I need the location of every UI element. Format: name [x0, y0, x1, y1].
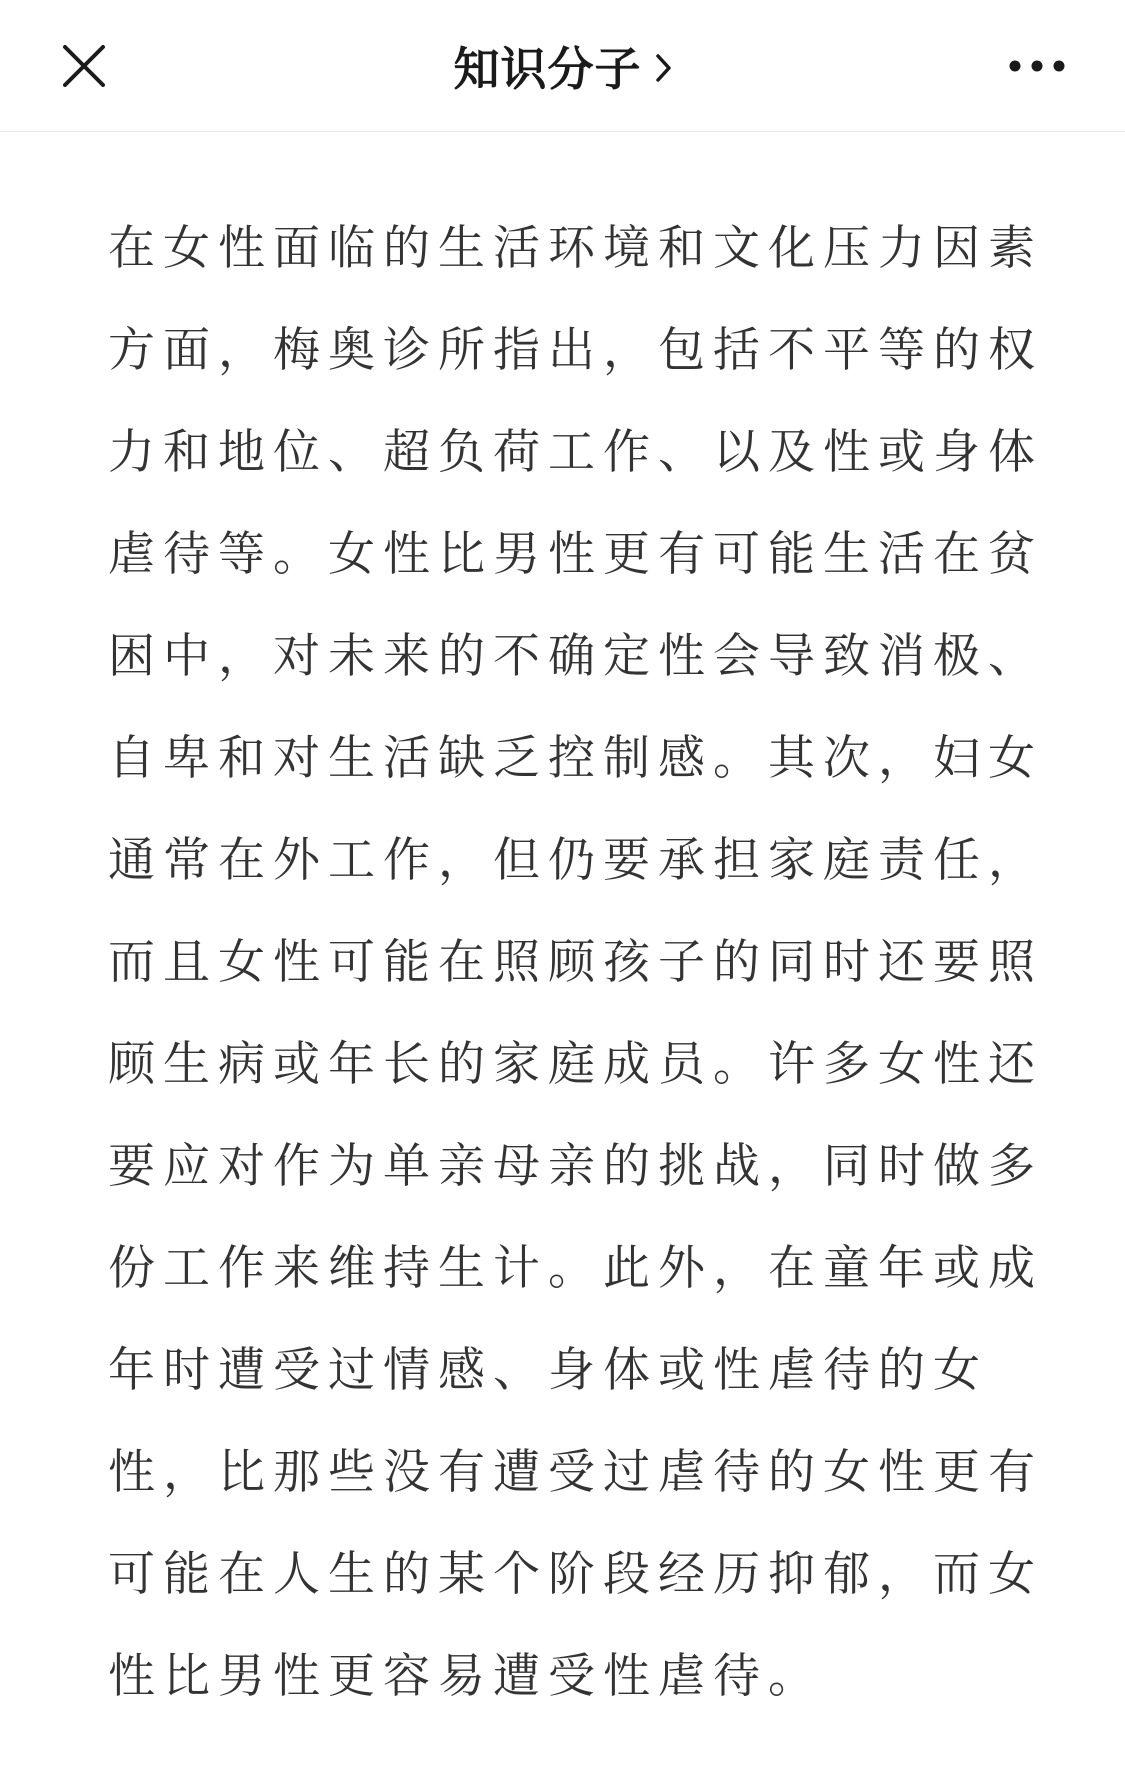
article-line: 通常在外工作，但仍要承担家庭责任，	[108, 833, 1043, 888]
article-line: 方面，梅奥诊所指出，包括不平等的权	[108, 323, 1043, 378]
article-line: 要应对作为单亲母亲的挑战，同时做多	[108, 1139, 1043, 1194]
close-button[interactable]	[48, 30, 120, 102]
article-line: 份工作来维持生计。此外，在童年或成	[108, 1241, 1043, 1296]
article-body	[108, 198, 1043, 1728]
close-icon	[62, 44, 106, 88]
article-line: 困中，对未来的不确定性会导致消极、	[108, 629, 1043, 684]
navigation-bar	[0, 0, 1125, 132]
chevron-right-icon	[656, 53, 672, 83]
article-line: 顾生病或年长的家庭成员。许多女性还	[108, 1037, 1043, 1092]
article-line: 而且女性可能在照顾孩子的同时还要照	[108, 935, 1043, 990]
article-line: 年时遭受过情感、身体或性虐待的女	[108, 1343, 988, 1398]
article-line: 自卑和对生活缺乏控制感。其次，妇女	[108, 731, 1043, 786]
more-icon	[1007, 58, 1067, 74]
article-line: 力和地位、超负荷工作、以及性或身体	[108, 425, 1043, 480]
article-line: 在女性面临的生活环境和文化压力因素	[108, 221, 1043, 276]
article-line: 虐待等。女性比男性更有可能生活在贫	[108, 527, 1043, 582]
more-button[interactable]	[997, 30, 1085, 102]
article-line: 性，比那些没有遭受过虐待的女性更有	[108, 1445, 1043, 1500]
account-title-button[interactable]	[300, 28, 825, 104]
page-title: 知识分子	[453, 42, 642, 96]
article-line: 性比男性更容易遭受性虐待。	[108, 1649, 823, 1704]
article-line: 可能在人生的某个阶段经历抑郁，而女	[108, 1547, 1043, 1602]
